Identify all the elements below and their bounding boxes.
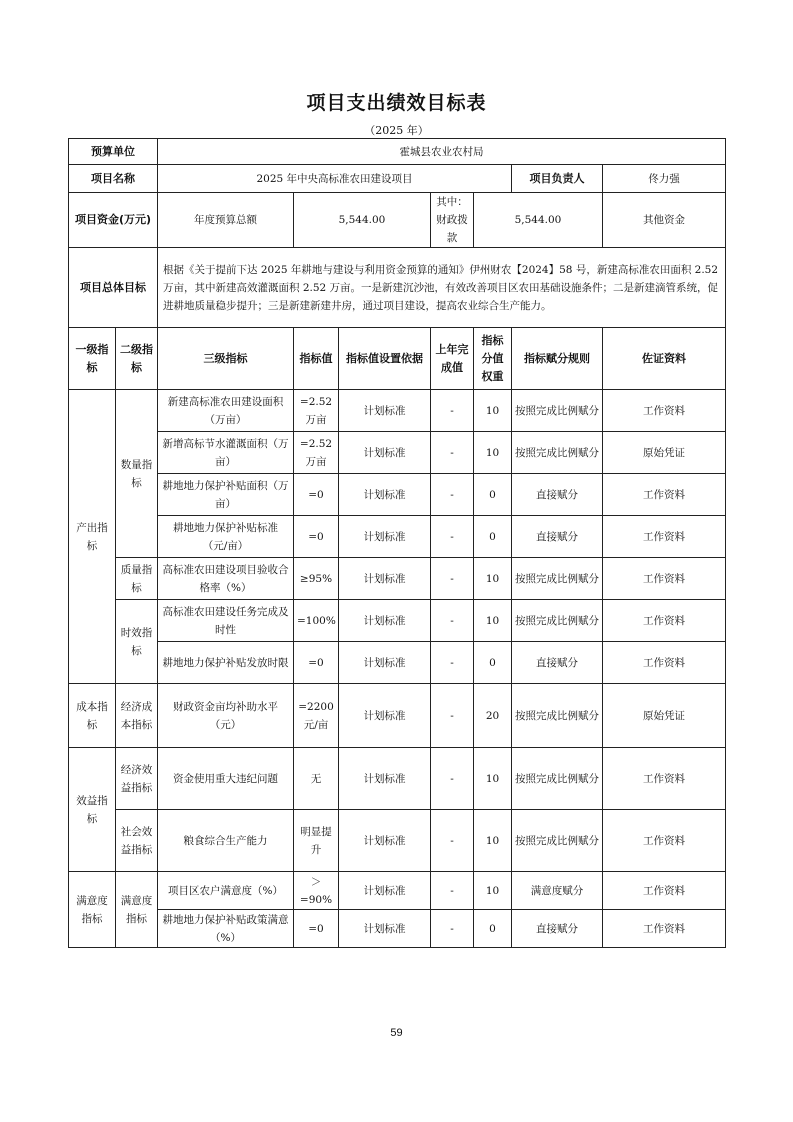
indicator-value: =2200 元/亩 (294, 684, 339, 748)
indicator-value: =0 (294, 910, 339, 948)
subgroup-quantity: 数量指标 (116, 390, 158, 558)
indicator-basis: 计划标准 (339, 432, 431, 474)
indicator-rule: 直接赋分 (512, 910, 603, 948)
overall-goal-label: 项目总体目标 (69, 248, 158, 328)
col-value: 指标值 (294, 328, 339, 390)
fiscal-allocation-label: 其中：财政拨款 (431, 193, 474, 248)
group-cost: 成本指标 (69, 684, 116, 748)
document-year: （2025 年） (364, 124, 429, 137)
indicator-evidence: 工作资料 (603, 642, 726, 684)
indicator-basis: 计划标准 (339, 684, 431, 748)
indicator-rule: 按照完成比例赋分 (512, 600, 603, 642)
indicator-value: =0 (294, 642, 339, 684)
indicator-weight: 10 (474, 558, 512, 600)
indicator-evidence: 工作资料 (603, 748, 726, 810)
indicator-weight: 10 (474, 872, 512, 910)
annual-budget-label: 年度预算总额 (158, 193, 294, 248)
indicator-value: ≥95% (294, 558, 339, 600)
indicator-name: 新增高标节水灌溉面积（万亩） (158, 432, 294, 474)
indicator-weight: 0 (474, 910, 512, 948)
project-leader-value: 佟力强 (603, 165, 726, 193)
indicator-rule: 按照完成比例赋分 (512, 748, 603, 810)
indicator-evidence: 工作资料 (603, 516, 726, 558)
indicator-last: - (431, 910, 474, 948)
annual-budget-value: 5,544.00 (294, 193, 431, 248)
indicator-basis: 计划标准 (339, 516, 431, 558)
subgroup-social-benefit: 社会效益指标 (116, 810, 158, 872)
indicator-last: - (431, 600, 474, 642)
table-row (69, 474, 726, 516)
indicator-evidence: 工作资料 (603, 390, 726, 432)
indicator-evidence: 工作资料 (603, 558, 726, 600)
col-rule: 指标赋分规则 (512, 328, 603, 390)
page-number: 59 (390, 1027, 403, 1039)
indicator-value: =2.52 万亩 (294, 390, 339, 432)
col-level1: 一级指标 (69, 328, 116, 390)
group-output: 产出指标 (69, 390, 116, 684)
indicator-name: 高标准农田建设项目验收合格率（%） (158, 558, 294, 600)
table-row (69, 910, 726, 948)
indicator-last: - (431, 642, 474, 684)
table-row (69, 642, 726, 684)
indicator-weight: 0 (474, 642, 512, 684)
overall-goal-text: 根据《关于提前下达 2025 年耕地与建设与利用资金预算的通知》伊州财农【2024】58 号，新建高标准农田面积 2.52 万亩，其中新建高效灌溉面积 2.52 万亩。一是新建沉沙池，有效改善项目区农田基础设施条件；二是新建滴管系统，促进耕地质量稳步提升；三是新建新建井房，通过项目建设，提高农业综合生产能力。 (158, 248, 726, 328)
indicator-last: - (431, 474, 474, 516)
subgroup-economic-benefit: 经济效益指标 (116, 748, 158, 810)
indicator-weight: 10 (474, 810, 512, 872)
subgroup-quality: 质量指标 (116, 558, 158, 600)
indicator-weight: 10 (474, 748, 512, 810)
group-satisfaction: 满意度指标 (69, 872, 116, 948)
indicator-rule: 直接赋分 (512, 642, 603, 684)
indicator-last: - (431, 432, 474, 474)
indicator-basis: 计划标准 (339, 642, 431, 684)
indicator-rule: 按照完成比例赋分 (512, 390, 603, 432)
fiscal-allocation-value: 5,544.00 (474, 193, 603, 248)
table-row (69, 390, 726, 432)
table-row (69, 558, 726, 600)
indicator-last: - (431, 390, 474, 432)
indicator-evidence: 原始凭证 (603, 684, 726, 748)
indicator-basis: 计划标准 (339, 810, 431, 872)
indicator-name: 耕地地力保护补贴发放时限 (158, 642, 294, 684)
indicator-name: 耕地地力保护补贴标准（元/亩） (158, 516, 294, 558)
indicator-name: 财政资金亩均补助水平（元） (158, 684, 294, 748)
indicator-name: 粮食综合生产能力 (158, 810, 294, 872)
other-funds-label: 其他资金 (603, 193, 726, 248)
project-name-label: 项目名称 (69, 165, 158, 193)
indicator-last: - (431, 558, 474, 600)
indicator-last: - (431, 516, 474, 558)
indicator-weight: 0 (474, 474, 512, 516)
indicator-value: 明显提升 (294, 810, 339, 872)
table-row (69, 684, 726, 748)
budget-unit-value: 霍城县农业农村局 (158, 139, 726, 165)
indicator-weight: 20 (474, 684, 512, 748)
indicator-rule: 按照完成比例赋分 (512, 684, 603, 748)
col-last-year: 上年完成值 (431, 328, 474, 390)
indicator-name: 新建高标准农田建设面积（万亩） (158, 390, 294, 432)
group-benefit: 效益指标 (69, 748, 116, 872)
table-row (69, 432, 726, 474)
indicator-evidence: 工作资料 (603, 474, 726, 516)
project-name-value: 2025 年中央高标准农田建设项目 (158, 165, 512, 193)
indicator-rule: 按照完成比例赋分 (512, 810, 603, 872)
indicator-rule: 按照完成比例赋分 (512, 558, 603, 600)
indicator-value: =100% (294, 600, 339, 642)
indicator-basis: 计划标准 (339, 872, 431, 910)
indicator-value: =2.52 万亩 (294, 432, 339, 474)
indicator-rule: 满意度赋分 (512, 872, 603, 910)
indicator-evidence: 工作资料 (603, 910, 726, 948)
indicator-basis: 计划标准 (339, 558, 431, 600)
indicator-evidence: 原始凭证 (603, 432, 726, 474)
indicator-weight: 0 (474, 516, 512, 558)
indicator-basis: 计划标准 (339, 390, 431, 432)
indicator-basis: 计划标准 (339, 600, 431, 642)
col-evidence: 佐证资料 (603, 328, 726, 390)
indicator-rule: 直接赋分 (512, 474, 603, 516)
col-weight: 指标分值权重 (474, 328, 512, 390)
subgroup-satisfaction: 满意度指标 (116, 872, 158, 948)
indicator-name: 项目区农户满意度（%） (158, 872, 294, 910)
col-level2: 二级指标 (116, 328, 158, 390)
table-row (69, 810, 726, 872)
indicator-evidence: 工作资料 (603, 872, 726, 910)
indicator-rule: 按照完成比例赋分 (512, 432, 603, 474)
indicator-basis: 计划标准 (339, 748, 431, 810)
indicator-weight: 10 (474, 600, 512, 642)
indicator-last: - (431, 810, 474, 872)
indicator-weight: 10 (474, 390, 512, 432)
indicator-evidence: 工作资料 (603, 600, 726, 642)
indicator-basis: 计划标准 (339, 474, 431, 516)
indicator-value: =0 (294, 516, 339, 558)
indicator-evidence: 工作资料 (603, 810, 726, 872)
subgroup-timeliness: 时效指标 (116, 600, 158, 684)
indicator-name: 高标准农田建设任务完成及时性 (158, 600, 294, 642)
performance-table (68, 138, 726, 948)
table-row (69, 600, 726, 642)
indicator-rule: 直接赋分 (512, 516, 603, 558)
indicator-value: 无 (294, 748, 339, 810)
project-leader-label: 项目负责人 (512, 165, 603, 193)
table-row (69, 748, 726, 810)
indicator-name: 耕地地力保护补贴政策满意（%） (158, 910, 294, 948)
indicator-weight: 10 (474, 432, 512, 474)
table-row (69, 516, 726, 558)
table-row (69, 872, 726, 910)
indicator-name: 耕地地力保护补贴面积（万亩） (158, 474, 294, 516)
indicator-name: 资金使用重大违纪问题 (158, 748, 294, 810)
document-title: 项目支出绩效目标表 (306, 92, 487, 114)
budget-unit-label: 预算单位 (69, 139, 158, 165)
col-basis: 指标值设置依据 (339, 328, 431, 390)
indicator-last: - (431, 872, 474, 910)
indicator-value: =0 (294, 474, 339, 516)
subgroup-economic-cost: 经济成本指标 (116, 684, 158, 748)
col-level3: 三级指标 (158, 328, 294, 390)
indicator-basis: 计划标准 (339, 910, 431, 948)
indicator-value: ＞=90% (294, 872, 339, 910)
indicator-last: - (431, 684, 474, 748)
indicator-last: - (431, 748, 474, 810)
project-funds-label: 项目资金(万元) (69, 193, 158, 248)
